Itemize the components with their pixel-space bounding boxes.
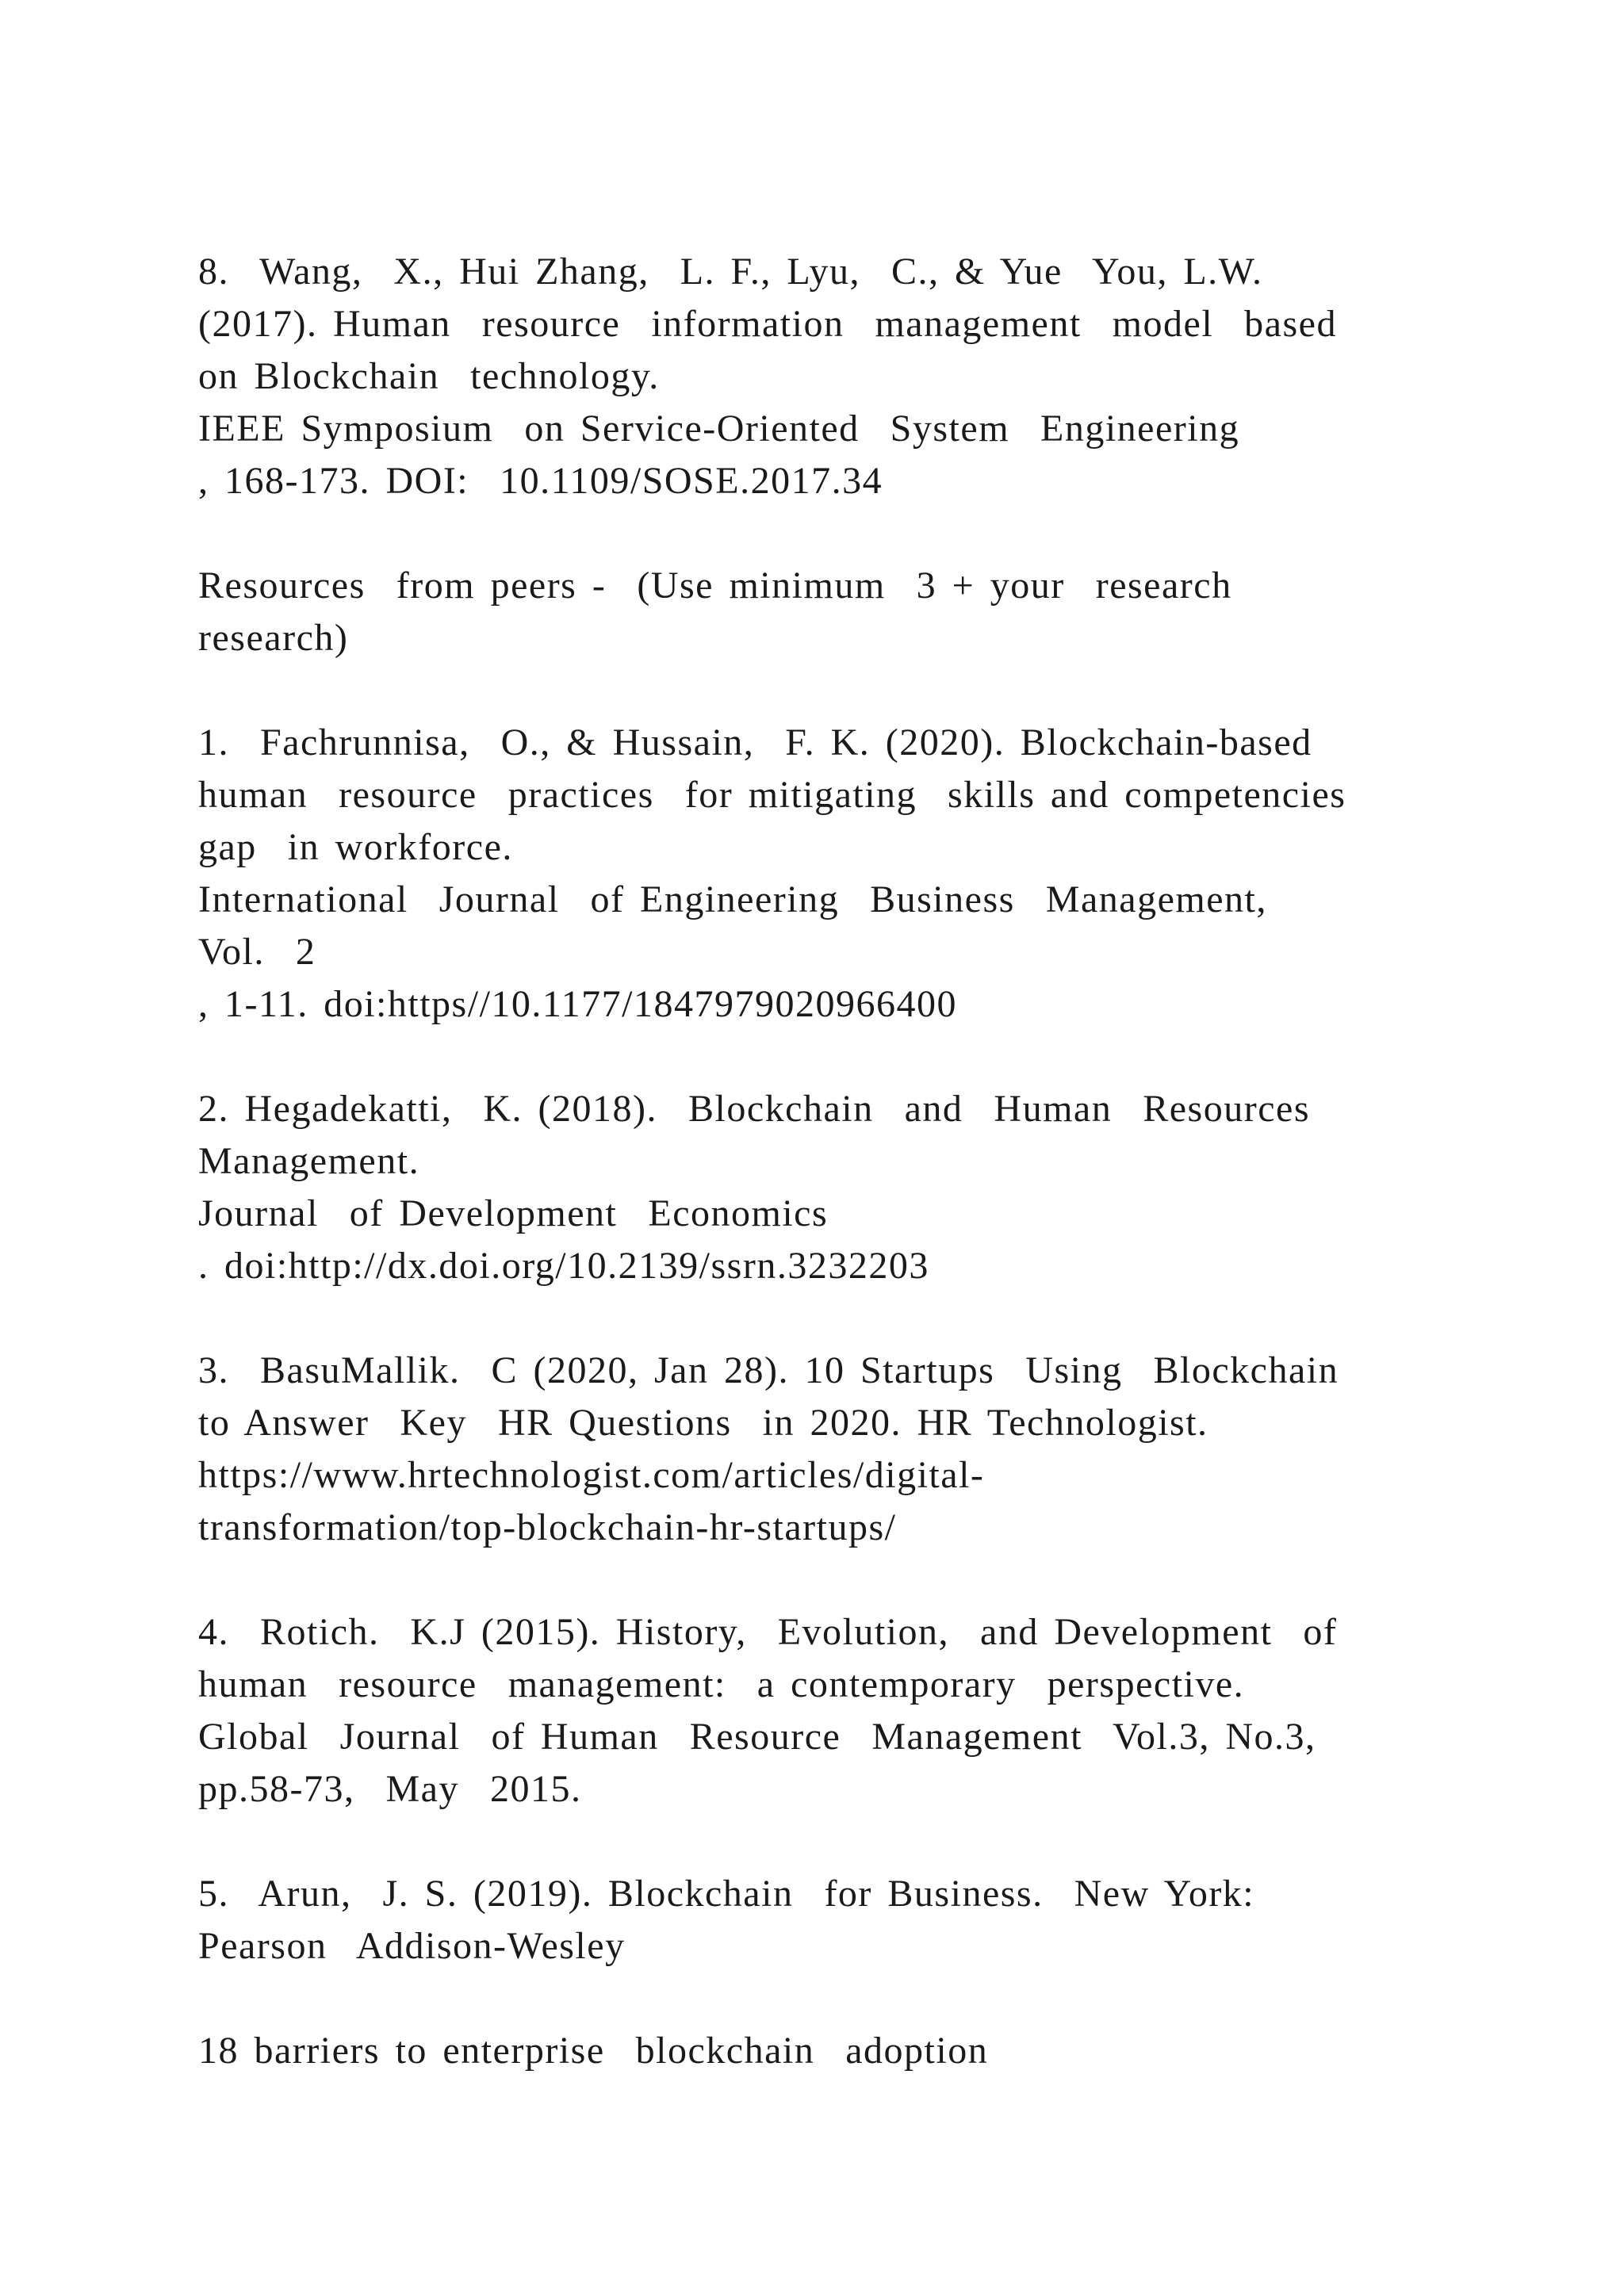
text-line: gap in workforce.: [198, 826, 513, 868]
text-line: 5. Arun, J. S. (2019). Blockchain for Business. New York:: [198, 1873, 1255, 1915]
text-line: research): [198, 617, 349, 659]
text-line: https://www.hrtechnologist.com/articles/digital-: [198, 1454, 985, 1496]
text-line: , 1-11. doi:https//10.1177/1847979020966400: [198, 983, 957, 1025]
paragraph-gap: [198, 1031, 1435, 1083]
peer-reference-3: [198, 1345, 1435, 1554]
text-line: International Journal of Engineering Business Management,: [198, 878, 1267, 920]
text-line: 1. Fachrunnisa, O., & Hussain, F. K. (2020). Blockchain-based: [198, 721, 1312, 763]
text-line: pp.58-73, May 2015.: [198, 1768, 582, 1810]
paragraph-gap: [198, 1292, 1435, 1345]
text-line: transformation/top-blockchain-hr-startups/: [198, 1506, 897, 1548]
peer-reference-2: [198, 1083, 1435, 1292]
text-line: Journal of Development Economics: [198, 1192, 829, 1234]
document-body: [198, 246, 1435, 2077]
paragraph-gap: [198, 1973, 1435, 2025]
text-line: Pearson Addison-Wesley: [198, 1925, 626, 1967]
text-line: 4. Rotich. K.J (2015). History, Evolution, and Development of: [198, 1611, 1338, 1653]
text-line: Resources from peers - (Use minimum 3 + your research: [198, 564, 1232, 607]
section-heading: [198, 2025, 1435, 2077]
text-line: human resource management: a contemporary perspective.: [198, 1663, 1245, 1705]
text-line: on Blockchain technology.: [198, 355, 660, 397]
paragraph-gap: [198, 1554, 1435, 1606]
text-line: to Answer Key HR Questions in 2020. HR Technologist.: [198, 1402, 1208, 1444]
text-line: Management.: [198, 1140, 420, 1182]
paragraph-gap: [198, 507, 1435, 560]
text-line: 3. BasuMallik. C (2020, Jan 28). 10 Startups Using Blockchain: [198, 1349, 1339, 1391]
text-line: . doi:http://dx.doi.org/10.2139/ssrn.3232203: [198, 1245, 929, 1287]
text-line: IEEE Symposium on Service-Oriented System Engineering: [198, 408, 1240, 450]
text-line: 2. Hegadekatti, K. (2018). Blockchain and Human Resources: [198, 1088, 1311, 1130]
peer-reference-1: [198, 717, 1435, 1031]
paragraph-gap: [198, 664, 1435, 717]
reference-8: [198, 246, 1435, 507]
text-line: 18 barriers to enterprise blockchain adoption: [198, 2030, 989, 2072]
peer-reference-5: [198, 1868, 1435, 1973]
text-line: (2017). Human resource information management model based: [198, 303, 1337, 345]
paragraph-gap: [198, 1816, 1435, 1868]
text-line: Global Journal of Human Resource Management Vol.3, No.3,: [198, 1716, 1316, 1758]
peers-heading: [198, 560, 1435, 664]
text-line: , 168-173. DOI: 10.1109/SOSE.2017.34: [198, 460, 883, 502]
text-line: Vol. 2: [198, 931, 316, 973]
text-line: human resource practices for mitigating skills and competencies: [198, 774, 1346, 816]
peer-reference-4: [198, 1606, 1435, 1816]
text-line: 8. Wang, X., Hui Zhang, L. F., Lyu, C., & Yue You, L.W.: [198, 251, 1263, 293]
